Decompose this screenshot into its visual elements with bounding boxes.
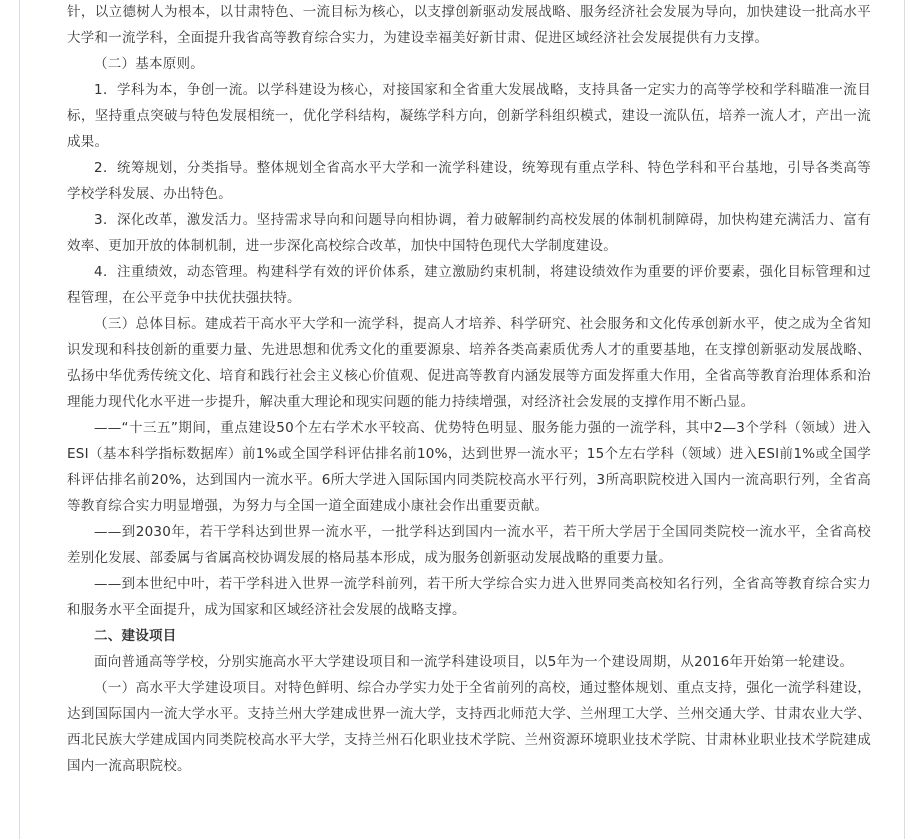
section-heading-construction-projects: 二、建设项目 [94,628,177,644]
paragraph-principle-1: 1．学科为本，争创一流。以学科建设为核心，对接国家和全省重大发展战略，支持具备一定实力的高等学校和学科瞄准一流目标，坚持重点突破与特色发展相统一，优化学科结构，凝练学科方向，创新学科组织模式，建设一流队伍，培养一流人才，产出一流成果。 [67,82,871,150]
paragraph-guiding-ideology-continuation: 针，以立德树人为根本，以甘肃特色、一流目标为核心，以支撑创新驱动发展战略、服务经济社会发展为导向，加快建设一批高水平大学和一流学科，全面提升我省高等教育综合实力，为建设幸福美好新甘肃、促进区域经济社会发展提供有力支撑。 [67,4,871,46]
paragraph-overall-goal: （三）总体目标。建成若干高水平大学和一流学科，提高人才培养、科学研究、社会服务和文化传承创新水平，使之成为全省知识发现和科技创新的重要力量、先进思想和优秀文化的重要源泉、培养各类高素质优秀人才的重要基地，在支撑创新驱动发展战略、弘扬中华优秀传统文化、培育和践行社会主义核心价值观、促进高等教育内涵发展等方面发挥重大作用，全省高等教育治理体系和治理能力现代化水平进一步提升，解决重大理论和现实问题的能力持续增强，对经济社会发展的支撑作用不断凸显。 [67,316,871,410]
page-frame-right-border [904,0,905,839]
paragraph-principle-2: 2．统筹规划，分类指导。整体规划全省高水平大学和一流学科建设，统筹现有重点学科、特色学科和平台基地，引导各类高等学校学科发展、办出特色。 [67,160,871,202]
paragraph-goal-2030: ——到2030年，若干学科达到世界一流水平，一批学科达到国内一流水平，若干所大学居于全国同类院校一流水平，全省高校差别化发展、部委属与省属高校协调发展的格局基本形成，成为服务创新驱动发展战略的重要力量。 [67,524,871,566]
paragraph-projects-intro: 面向普通高等学校，分别实施高水平大学建设项目和一流学科建设项目，以5年为一个建设周期，从2016年开始第一轮建设。 [94,654,854,670]
paragraph-goal-13th-five-year: ——“十三五”期间，重点建设50个左右学术水平较高、优势特色明显、服务能力强的一流学科，其中2—3个学科（领域）进入ESI（基本科学指标数据库）前1%或全国学科评估排名前10%，达到世界一流水平；15个左右学科（领域）进入ESI前1%或全国学科评估排名前20%，达到国内一流水平。6所大学进入国际国内同类院校高水平行列，3所高职院校进入国内一流高职行列，全省高等教育综合实力明显增强，为努力与全国一道全面建成小康社会作出重要贡献。 [67,420,871,514]
paragraph-basic-principles-title: （二）基本原则。 [94,56,204,72]
paragraph-principle-4: 4．注重绩效，动态管理。构建科学有效的评价体系，建立激励约束机制，将建设绩效作为重要的评价要素，强化目标管理和过程管理，在公平竞争中扶优扶强扶特。 [67,264,871,306]
page-frame-left-border [19,0,20,839]
paragraph-high-level-university-project: （一）高水平大学建设项目。对特色鲜明、综合办学实力处于全省前列的高校，通过整体规划、重点支持，强化一流学科建设，达到国际国内一流大学水平。支持兰州大学建成世界一流大学，支持西北师范大学、兰州理工大学、兰州交通大学、甘肃农业大学、西北民族大学建成国内同类院校高水平大学，支持兰州石化职业技术学院、兰州资源环境职业技术学院、甘肃林业职业技术学院建成国内一流高职院校。 [67,680,871,774]
paragraph-principle-3: 3．深化改革，激发活力。坚持需求导向和问题导向相协调，着力破解制约高校发展的体制机制障碍，加快构建充满活力、富有效率、更加开放的体制机制，进一步深化高校综合改革，加快中国特色现代大学制度建设。 [67,212,871,254]
paragraph-goal-mid-century: ——到本世纪中叶，若干学科进入世界一流学科前列，若干所大学综合实力进入世界同类高校知名行列，全省高等教育综合实力和服务水平全面提升，成为国家和区域经济社会发展的战略支撑。 [67,576,871,618]
article-body [67,0,871,779]
